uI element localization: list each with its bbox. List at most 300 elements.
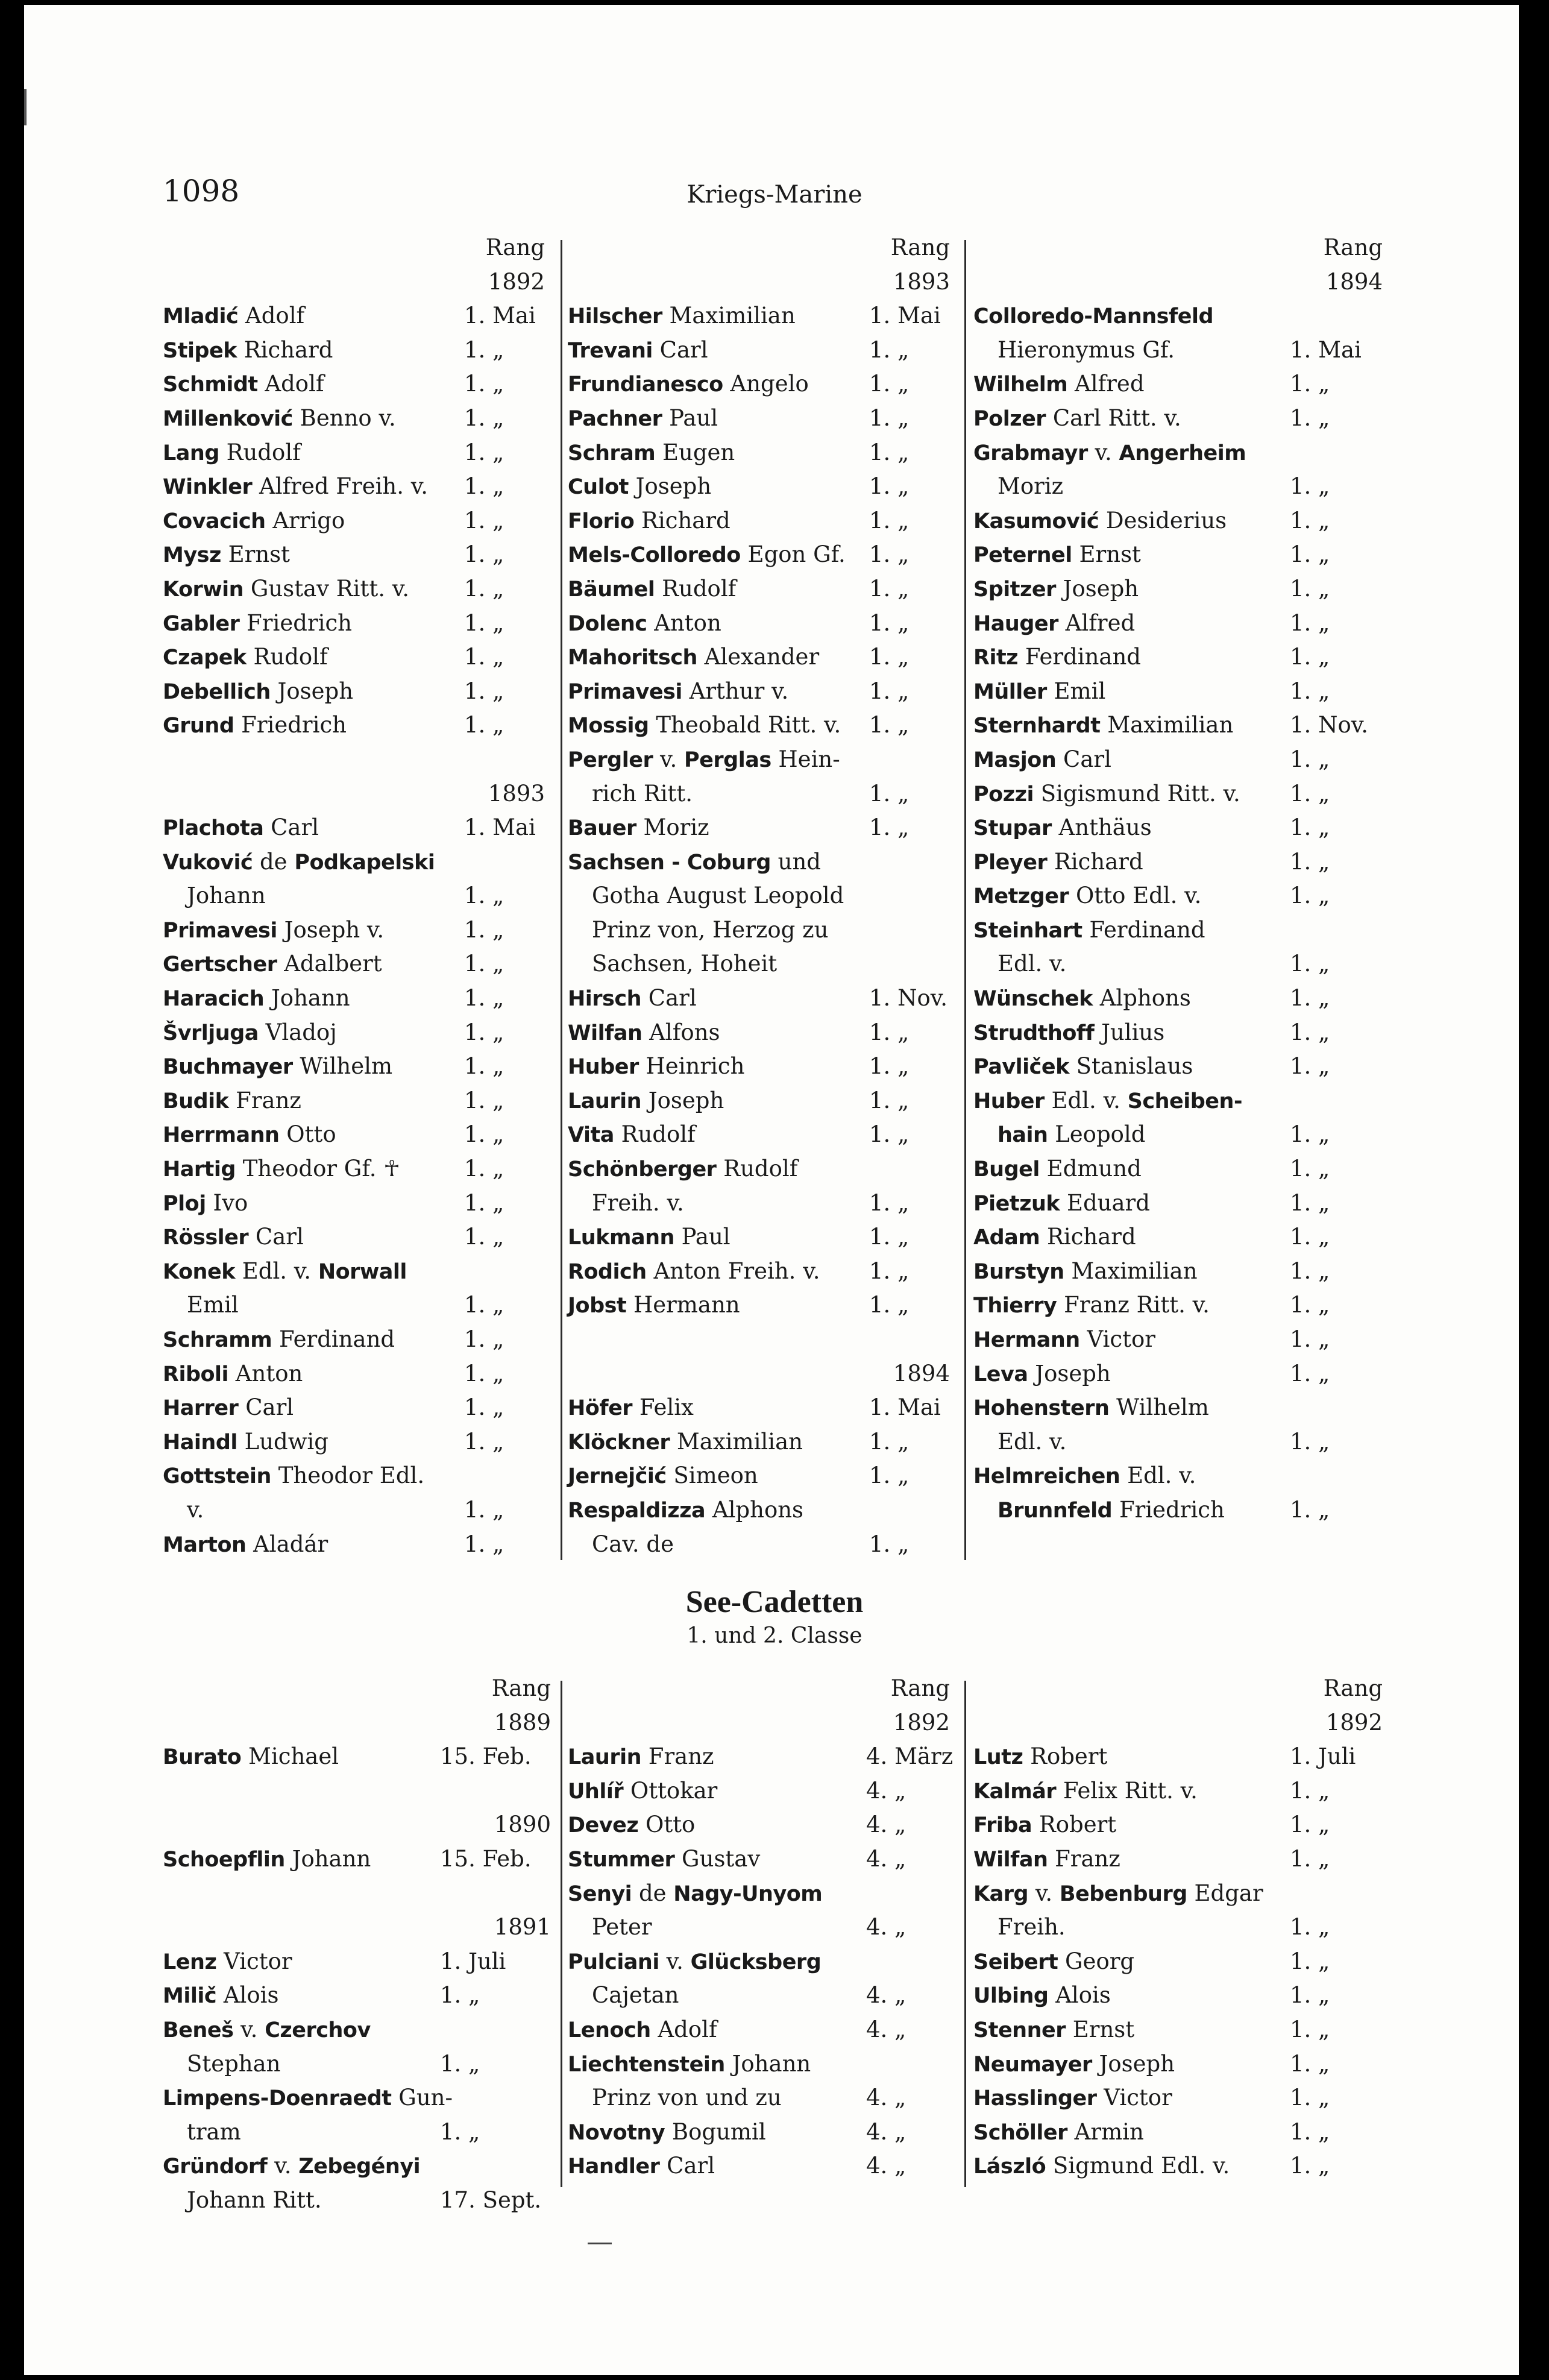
rank-date: 1. „ [1290, 2153, 1330, 2179]
surname: Dolenc [568, 611, 647, 636]
given-name: Ernst [221, 541, 291, 568]
entry-name [592, 1528, 674, 1562]
surname: Primavesi [163, 918, 277, 943]
rank-date: 1. „ [440, 2118, 480, 2145]
entry-name [163, 1459, 424, 1494]
list-entry [163, 913, 548, 948]
surname: Vita [568, 1123, 614, 1148]
list-entry [163, 947, 548, 981]
rank-date: 1. „ [869, 507, 910, 534]
list-entry [568, 1528, 954, 1562]
year-label: 1894 [893, 1360, 950, 1387]
entry-name [973, 1842, 1120, 1877]
rank-date: 1. „ [464, 1292, 504, 1318]
entry-name [187, 2115, 241, 2150]
list-entry [973, 1152, 1386, 1186]
surname: László [973, 2155, 1046, 2179]
name-continuation: Hein- [771, 746, 840, 772]
entry-name [163, 470, 428, 505]
entry-name [973, 675, 1105, 710]
surname: Sternhardt [973, 714, 1101, 738]
entry-name [163, 2149, 420, 2184]
surname: Trevani [568, 338, 653, 363]
rank-date: 1. „ [1290, 2085, 1330, 2111]
list-entry [973, 470, 1386, 504]
given-name: v. [233, 2016, 265, 2042]
section-title: See-Cadetten [685, 1585, 864, 1619]
list-entry [568, 1084, 954, 1118]
entry-name [568, 367, 809, 402]
given-name: Franz [641, 1743, 714, 1770]
surname: Hasslinger [973, 2086, 1097, 2111]
entry-name [163, 1357, 303, 1392]
given-name: Bogumil [665, 2118, 766, 2145]
list-year-row [163, 777, 548, 811]
entry-name [592, 1979, 679, 2013]
rank-date: 15. Feb. [440, 1743, 532, 1770]
surname: Uhlíř [568, 1779, 624, 1804]
entry-name [568, 1118, 696, 1153]
given-name: Joseph [270, 678, 354, 704]
surname: Mossig [568, 714, 649, 738]
list-entry [973, 1808, 1386, 1842]
list-entry [973, 504, 1386, 538]
list-entry [973, 1255, 1386, 1289]
given-name: Freih. v. [592, 1189, 684, 1216]
surname: Culot [568, 475, 629, 500]
given-name: Gotha August Leopold [592, 883, 844, 909]
list-entry [163, 1391, 548, 1425]
surname-predicate: Perglas [684, 748, 771, 772]
given-name: Rudolf [716, 1156, 798, 1182]
rank-date: 1. „ [869, 712, 910, 738]
entry-name [568, 436, 735, 471]
list-entry [568, 299, 954, 333]
list-entry [163, 1288, 548, 1323]
rank-date: 1. „ [869, 814, 910, 841]
entry-name [568, 675, 788, 710]
entry-name [973, 1288, 1210, 1323]
given-name: Carl [641, 985, 697, 1012]
given-name: Prinz von und zu [592, 2085, 782, 2111]
surname: Karg [973, 1881, 1029, 1906]
surname: Haindl [163, 1430, 237, 1455]
entry-name [163, 1152, 400, 1187]
surname: Pleyer [973, 850, 1048, 875]
rang-label: Rang [890, 1675, 950, 1701]
entry-name [973, 1016, 1164, 1051]
paper-sheet [24, 5, 1519, 2375]
list-entry [568, 913, 954, 948]
entry-name [568, 1084, 724, 1119]
entry-name [568, 299, 796, 334]
entry-name [163, 845, 435, 880]
rank-date: 1. „ [1290, 1189, 1330, 1216]
entry-name [973, 913, 1205, 948]
given-name: Friedrich [234, 712, 347, 738]
given-name: Paul [674, 1224, 731, 1250]
list-entry [973, 2115, 1386, 2150]
entry-name [592, 1910, 652, 1945]
entry-name [973, 1808, 1116, 1843]
given-name: Leopold [1048, 1121, 1146, 1148]
entry-name [163, 947, 382, 982]
rank-date: 4. „ [866, 1845, 906, 1872]
list-entry [568, 1774, 954, 1809]
entry-name [568, 811, 709, 846]
list-entry [568, 1425, 954, 1459]
entry-name [592, 879, 844, 913]
entry-name [568, 606, 721, 641]
surname: Masjon [973, 748, 1057, 772]
entry-name [568, 1459, 758, 1494]
surname: Beneš [163, 2018, 234, 2042]
rank-date: 1. „ [464, 883, 504, 909]
entry-name [568, 1740, 714, 1775]
entry-name [163, 1220, 304, 1255]
rank-date: 1. „ [1290, 644, 1330, 670]
list-year-row [163, 1910, 555, 1945]
given-name: Gun- [391, 2085, 453, 2111]
given-name: Arrigo [265, 507, 345, 534]
entry-name [998, 333, 1175, 368]
given-name: Rudolf [246, 644, 328, 670]
list-entry [163, 1493, 548, 1528]
list-entry [568, 2149, 954, 2183]
given-name: Alois [1048, 1982, 1111, 2009]
list-entry [163, 811, 548, 845]
list-entry [163, 2081, 555, 2115]
list-entry [568, 1016, 954, 1050]
given-name: tram [187, 2118, 241, 2145]
list-year-row [163, 265, 548, 300]
surname: Strudthoff [973, 1021, 1095, 1045]
list-entry [163, 1979, 555, 2013]
rank-date: 1. „ [464, 609, 504, 636]
given-name: Ivo [206, 1189, 248, 1216]
list-entry [568, 1050, 954, 1084]
rank-date: 1. „ [1290, 1258, 1330, 1284]
list-entry [973, 367, 1386, 401]
rank-date: 1. „ [464, 1428, 504, 1455]
list-rang-row [973, 231, 1386, 265]
list-entry [973, 913, 1386, 948]
surname: Novotny [568, 2120, 665, 2145]
rank-date: 4. „ [866, 2118, 906, 2145]
officer-list-column-1 [163, 231, 548, 1561]
entry-name [568, 1050, 744, 1085]
entry-name [973, 1050, 1193, 1085]
rank-date: 4. „ [866, 1914, 906, 1941]
rank-date: 1. „ [1290, 985, 1330, 1012]
surname: Mladić [163, 304, 239, 329]
list-entry [973, 1118, 1386, 1152]
list-entry [163, 1152, 548, 1186]
rank-date: 1. „ [464, 1360, 504, 1387]
given-name: Adolf [257, 371, 324, 397]
surname: Schramm [163, 1328, 272, 1352]
list-entry [973, 640, 1386, 675]
list-rang-row [568, 1672, 954, 1706]
list-entry [568, 436, 954, 470]
rank-date: 4. „ [866, 2016, 906, 2042]
surname: Hirsch [568, 987, 642, 1012]
rang-label: Rang [1323, 235, 1383, 260]
cadet-list-column-3 [973, 1672, 1386, 2183]
year-label: 1890 [494, 1812, 551, 1838]
entry-name [163, 333, 333, 368]
list-entry [163, 981, 548, 1016]
given-name: Otto Edl. v. [1069, 883, 1202, 909]
rank-date: 1. „ [869, 439, 910, 465]
entry-name [163, 2013, 371, 2048]
entry-name [973, 538, 1141, 573]
list-entry [568, 640, 954, 675]
given-name: de [632, 1880, 674, 1906]
rank-date: 1. „ [869, 678, 910, 704]
given-name: Eugen [655, 439, 735, 465]
rank-date: 1. „ [869, 1292, 910, 1318]
entry-name [973, 2115, 1144, 2150]
surname: Seibert [973, 1950, 1058, 1974]
surname: Pulciani [568, 1950, 659, 1974]
entry-name [998, 470, 1063, 504]
given-name: Edl. v. [998, 951, 1067, 977]
surname: Spitzer [973, 577, 1056, 602]
given-name: Joseph [628, 473, 712, 500]
rank-date: 1. „ [869, 575, 910, 602]
list-entry [568, 1186, 954, 1221]
year-label: 1891 [494, 1914, 551, 1941]
given-name: Franz [228, 1087, 301, 1113]
list-entry [568, 504, 954, 538]
entry-name [973, 2047, 1175, 2082]
given-name: Hieronymus Gf. [998, 336, 1175, 363]
given-name: Gustav [674, 1845, 761, 1872]
entry-name [568, 2047, 811, 2082]
rank-date: 1. „ [464, 1087, 504, 1113]
given-name: Otto [638, 1812, 696, 1838]
given-name: Theodor Edl. [271, 1462, 425, 1489]
rank-date: 1. „ [464, 916, 504, 943]
list-entry [973, 2047, 1386, 2082]
surname: Lutz [973, 1745, 1023, 1770]
list-entry [973, 1459, 1386, 1493]
list-entry [973, 1493, 1386, 1528]
entry-name [163, 401, 396, 436]
surname: Haracich [163, 987, 265, 1012]
surname: Laurin [568, 1745, 642, 1770]
given-name: Maximilian [1064, 1258, 1198, 1284]
given-name: Carl [652, 336, 708, 363]
rank-date: 1. „ [464, 1394, 504, 1421]
list-entry [568, 1493, 954, 1528]
rank-date: 4. „ [866, 2085, 906, 2111]
given-name: Sigmund Edl. v. [1046, 2153, 1230, 2179]
given-name: Edmund [1039, 1156, 1142, 1182]
list-entry [973, 436, 1386, 470]
entry-name [592, 777, 693, 811]
list-entry [568, 708, 954, 743]
rang-label: Rang [491, 1675, 551, 1701]
entry-name [163, 1945, 292, 1980]
surname: Laurin [568, 1089, 642, 1113]
entry-name [568, 1220, 731, 1255]
given-name: Joseph [1092, 2050, 1175, 2077]
rank-date: 1. Mai [869, 303, 941, 329]
surname: Wünschek [973, 987, 1093, 1012]
surname: Burato [163, 1745, 242, 1770]
surname: Mels-Colloredo [568, 543, 741, 568]
list-entry [568, 1842, 954, 1877]
list-rang-row [163, 231, 548, 265]
rank-date: 1. „ [464, 507, 504, 534]
rank-date: 1. „ [1290, 473, 1330, 500]
rank-date: 1. „ [869, 1189, 910, 1216]
list-entry [568, 401, 954, 436]
rank-date: 1. „ [464, 1326, 504, 1352]
list-entry [568, 1459, 954, 1493]
rank-date: 1. „ [869, 1428, 910, 1455]
given-name: Wilhelm [292, 1053, 393, 1080]
surname: Hohenstern [973, 1396, 1110, 1421]
entry-name [592, 947, 777, 981]
list-entry [973, 708, 1386, 743]
given-name: Anton [228, 1360, 303, 1387]
surname: Burstyn [973, 1259, 1064, 1284]
surname: Švrljuga [163, 1021, 259, 1045]
list-entry [973, 1288, 1386, 1323]
entry-name [163, 675, 353, 710]
list-entry [973, 401, 1386, 436]
surname: Wilhelm [973, 373, 1068, 397]
entry-name [187, 1493, 204, 1528]
rank-date: 1. „ [1290, 1053, 1330, 1080]
entry-name [568, 538, 846, 573]
given-name: Rudolf [655, 575, 737, 602]
entry-name [973, 401, 1181, 436]
list-entry [973, 1740, 1386, 1774]
entry-name [973, 879, 1201, 914]
list-entry [163, 640, 548, 675]
rank-date: 1. „ [869, 336, 910, 363]
given-name: Aladár [246, 1531, 328, 1557]
entry-name [568, 470, 711, 505]
given-name: Carl [1056, 746, 1111, 772]
list-entry [973, 1357, 1386, 1391]
entry-name [973, 436, 1246, 471]
entry-name [568, 1255, 820, 1289]
column-rule [561, 240, 562, 1560]
given-name: Rudolf [219, 439, 301, 465]
given-name: Edl. v. [998, 1428, 1067, 1455]
list-entry [163, 2149, 555, 2183]
list-entry [973, 675, 1386, 709]
rank-date: 17. Sept. [440, 2186, 542, 2213]
entry-name [163, 1186, 248, 1221]
entry-name [973, 1774, 1198, 1809]
column-rule [964, 240, 966, 1560]
entry-name [568, 1808, 695, 1843]
surname: Ritz [973, 646, 1019, 670]
given-name: Emil [1046, 678, 1106, 704]
rank-date: 1. „ [869, 1087, 910, 1113]
given-name: Richard [237, 336, 333, 363]
rank-date: 1. „ [1290, 1948, 1330, 1974]
list-entry [163, 436, 548, 470]
surname: Pergler [568, 748, 653, 772]
surname: Lenoch [568, 2018, 651, 2042]
entry-name [973, 504, 1227, 539]
list-entry [973, 1774, 1386, 1809]
surname: Limpens-Doenraedt [163, 2086, 392, 2111]
given-name: Alphons [1092, 985, 1191, 1012]
entry-name [163, 572, 409, 607]
given-name: und [770, 848, 821, 875]
list-entry [568, 2115, 954, 2150]
surname: Harrer [163, 1396, 239, 1421]
surname: Peternel [973, 543, 1072, 568]
given-name: Carl Ritt. v. [1046, 405, 1181, 431]
surname: Rodich [568, 1259, 647, 1284]
list-entry [568, 777, 954, 811]
rank-date: 1. „ [464, 1121, 504, 1148]
given-name: Paul [662, 405, 718, 431]
list-blank-row [568, 1323, 954, 1357]
list-entry [973, 1391, 1386, 1425]
rank-date: 1. „ [464, 541, 504, 568]
list-entry [973, 333, 1386, 368]
list-entry [163, 1528, 548, 1562]
list-entry [568, 1808, 954, 1842]
surname: Steinhart [973, 918, 1082, 943]
list-entry [163, 2115, 555, 2150]
entry-name [973, 777, 1240, 812]
surname: Covacich [163, 509, 266, 534]
given-name: Robert [1023, 1743, 1108, 1770]
given-name: Victor [1079, 1326, 1155, 1352]
list-entry [973, 1979, 1386, 2013]
list-entry [568, 2047, 954, 2082]
surname: Thierry [973, 1294, 1057, 1318]
list-rang-row [973, 1672, 1386, 1706]
surname: Rössler [163, 1226, 249, 1250]
surname: Stenner [973, 2018, 1066, 2042]
surname: Grund [163, 714, 234, 738]
given-name: Ferdinand [272, 1326, 395, 1352]
rank-date: 1. „ [464, 473, 504, 500]
rank-date: 1. „ [464, 1156, 504, 1182]
entry-name [973, 981, 1191, 1016]
surname: Respaldizza [568, 1498, 706, 1523]
list-entry [973, 1186, 1386, 1221]
surname: Gertscher [163, 952, 277, 977]
given-name: Anton [647, 609, 721, 636]
entry-name [973, 1220, 1136, 1255]
surname: Schram [568, 441, 656, 465]
given-name: Sigismund Ritt. v. [1033, 780, 1240, 807]
entry-name [973, 743, 1111, 778]
given-name: Alfred [1058, 609, 1136, 636]
entry-name [568, 981, 697, 1016]
rang-label: Rang [890, 235, 950, 260]
surname: Sachsen - Coburg [568, 850, 771, 875]
given-name: Johann Ritt. [187, 2186, 322, 2213]
page-content [163, 174, 1386, 2235]
given-name: Edl. v. [234, 1258, 318, 1284]
given-name: Michael [241, 1743, 339, 1770]
entry-name [592, 1186, 684, 1221]
